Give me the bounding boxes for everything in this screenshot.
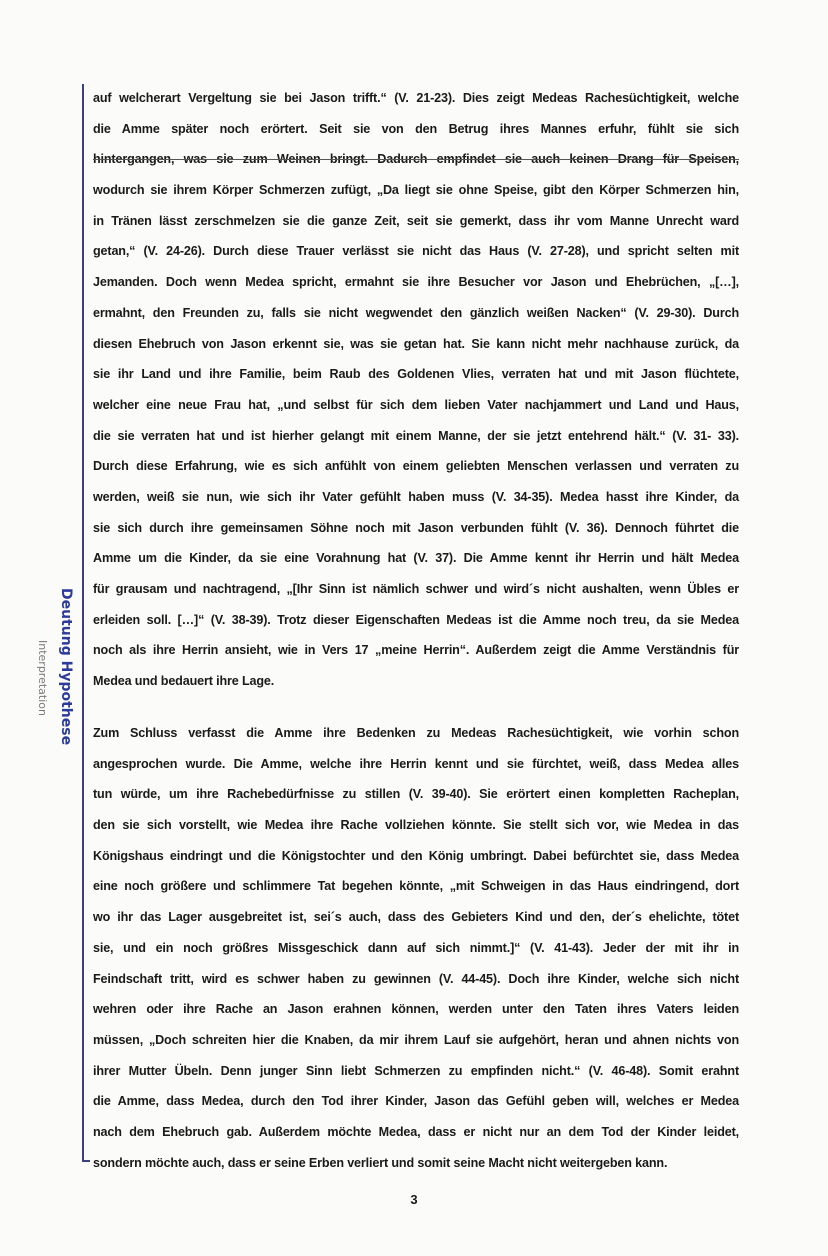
text-line: den sie sich vorstellt, wie Medea ihre Rache vollziehen könnte. Sie stellt sich vor, wie Medea in das xyxy=(93,818,739,833)
page-number: 3 xyxy=(410,1192,418,1207)
text-line: Amme um die Kinder, da sie eine Vorahnung hat (V. 37). Die Amme kennt ihr Herrin und hält Medea xyxy=(93,551,739,566)
text-line: werden, weiß sie nun, wie sich ihr Vater gefühlt haben muss (V. 34-35). Medea hasst ihre Kinder, da xyxy=(93,489,739,504)
text-line: angesprochen wurde. Die Amme, welche ihre Herrin kennt und sie fürchtet, weiß, dass Medea alles xyxy=(93,756,739,771)
text-line: die Amme später noch erörtert. Seit sie von den Betrug ihres Mannes erfuhr, fühlt sie sich xyxy=(93,121,739,136)
text-line: ihrer Mutter Übeln. Denn junger Sinn liebt Schmerzen zu empfinden nicht.“ (V. 46-48). Somit erahnt xyxy=(93,1063,739,1078)
text-line: hintergangen, was sie zum Weinen bringt. Dadurch empfindet sie auch keinen Drang für Speisen, xyxy=(93,152,739,167)
text-line: Jemanden. Doch wenn Medea spricht, ermahnt sie ihre Besucher vor Jason und Ehebrüchen, „[…], xyxy=(93,275,739,290)
text-line: getan,“ (V. 24-26). Durch diese Trauer verlässt sie nicht das Haus (V. 27-28), und spricht selten mit xyxy=(93,244,739,259)
text-line: diesen Ehebruch von Jason erkennt sie, was sie getan hat. Sie kann nicht mehr nachhause zurück, da xyxy=(93,336,739,351)
text-line: die sie verraten hat und ist hierher gelangt mit einem Manne, der sie jetzt entehrend hält.“ (V. 31- 33). xyxy=(93,428,739,443)
text-line: wehren oder ihre Rache an Jason erahnen können, werden unter den Taten ihres Vaters leiden xyxy=(93,1002,739,1017)
paragraph-1 xyxy=(93,83,739,697)
text-line: Durch diese Erfahrung, wie es sich anfühlt von einem geliebten Menschen verlassen und verraten zu xyxy=(93,459,739,474)
text-line: auf welcherart Vergeltung sie bei Jason trifft.“ (V. 21-23). Dies zeigt Medeas Rachesüchtigkeit, welche xyxy=(93,91,739,105)
text-line: ermahnt, den Freunden zu, falls sie nicht wegwendet den gänzlich weißen Nacken“ (V. 29-30). Durch xyxy=(93,305,739,320)
margin-note-ink: Deutung Hypothese xyxy=(58,588,74,746)
text-line: noch als ihre Herrin ansieht, wie in Vers 17 „meine Herrin“. Außerdem zeigt die Amme Verständnis für xyxy=(93,643,739,658)
text-line: wo ihr das Lager ausgebreitet ist, sei´s auch, dass des Gebieters Kind und den, der´s ehelichte, tötet xyxy=(93,910,739,925)
text-line: sie sich durch ihre gemeinsamen Söhne noch mit Jason verbunden fühlt (V. 36). Dennoch führtet die xyxy=(93,520,739,535)
text-line: die Amme, dass Medea, durch den Tod ihrer Kinder, Jason das Gefühl geben will, welches er Medea xyxy=(93,1094,739,1109)
text-line: Königshaus eindringt und die Königstochter und den König umbringt. Dabei befürchtet sie, dass Medea xyxy=(93,848,739,863)
margin-bracket-hook xyxy=(82,1160,90,1162)
text-line: nach dem Ehebruch gab. Außerdem möchte Medea, dass er nicht nur an dem Tod der Kinder leidet, xyxy=(93,1124,739,1139)
text-line: in Tränen lässt zerschmelzen sie die ganze Zeit, seit sie gemerkt, dass ihr vom Manne Unrecht ward xyxy=(93,213,739,228)
text-line: wodurch sie ihrem Körper Schmerzen zufügt, „Da liegt sie ohne Speise, gibt den Körper Schmerzen hin, xyxy=(93,183,739,198)
text-line: eine noch größere und schlimmere Tat begehen könnte, „mit Schweigen in das Haus eindringend, dort xyxy=(93,879,739,894)
text-line: welcher eine neue Frau hat, „und selbst für sich dem lieben Vater nachjammert und Land und Haus, xyxy=(93,397,739,412)
margin-note-pencil: Interpretation xyxy=(36,640,49,716)
text-line: für grausam und nachtragend, „[Ihr Sinn ist nämlich schwer und wird´s nicht aushalten, wenn Übles er xyxy=(93,582,739,596)
text-line: sondern möchte auch, dass er seine Erben verliert und somit seine Macht nicht weitergeben kann. xyxy=(93,1155,668,1170)
text-line: erleiden soll. […]“ (V. 38-39). Trotz dieser Eigenschaften Medeas ist die Amme noch treu, da sie Medea xyxy=(93,612,739,627)
text-line: sie, und ein noch größres Missgeschick dann auf sich nimmt.]“ (V. 41-43). Jeder der mit ihr in xyxy=(93,940,739,955)
text-line: sie ihr Land und ihre Familie, beim Raub des Goldenen Vlies, verraten hat und mit Jason flüchtete, xyxy=(93,367,739,382)
text-line: Feindschaft tritt, wird es schwer haben zu gewinnen (V. 44-45). Doch ihre Kinder, welche sich nicht xyxy=(93,971,739,986)
text-line: müssen, „Doch schreiten hier die Knaben, da mir ihrem Lauf sie aufgehört, heran und ahnen nichts von xyxy=(93,1032,739,1047)
margin-bracket-line xyxy=(82,84,84,1162)
text-line: Medea und bedauert ihre Lage. xyxy=(93,674,275,689)
text-line: tun würde, um ihre Rachebedürfnisse zu stillen (V. 39-40). Sie erörtert einen kompletten Racheplan, xyxy=(93,787,739,802)
paragraph-2 xyxy=(93,718,739,1178)
text-line: Zum Schluss verfasst die Amme ihre Bedenken zu Medeas Rachesüchtigkeit, wie vorhin schon xyxy=(93,726,739,740)
